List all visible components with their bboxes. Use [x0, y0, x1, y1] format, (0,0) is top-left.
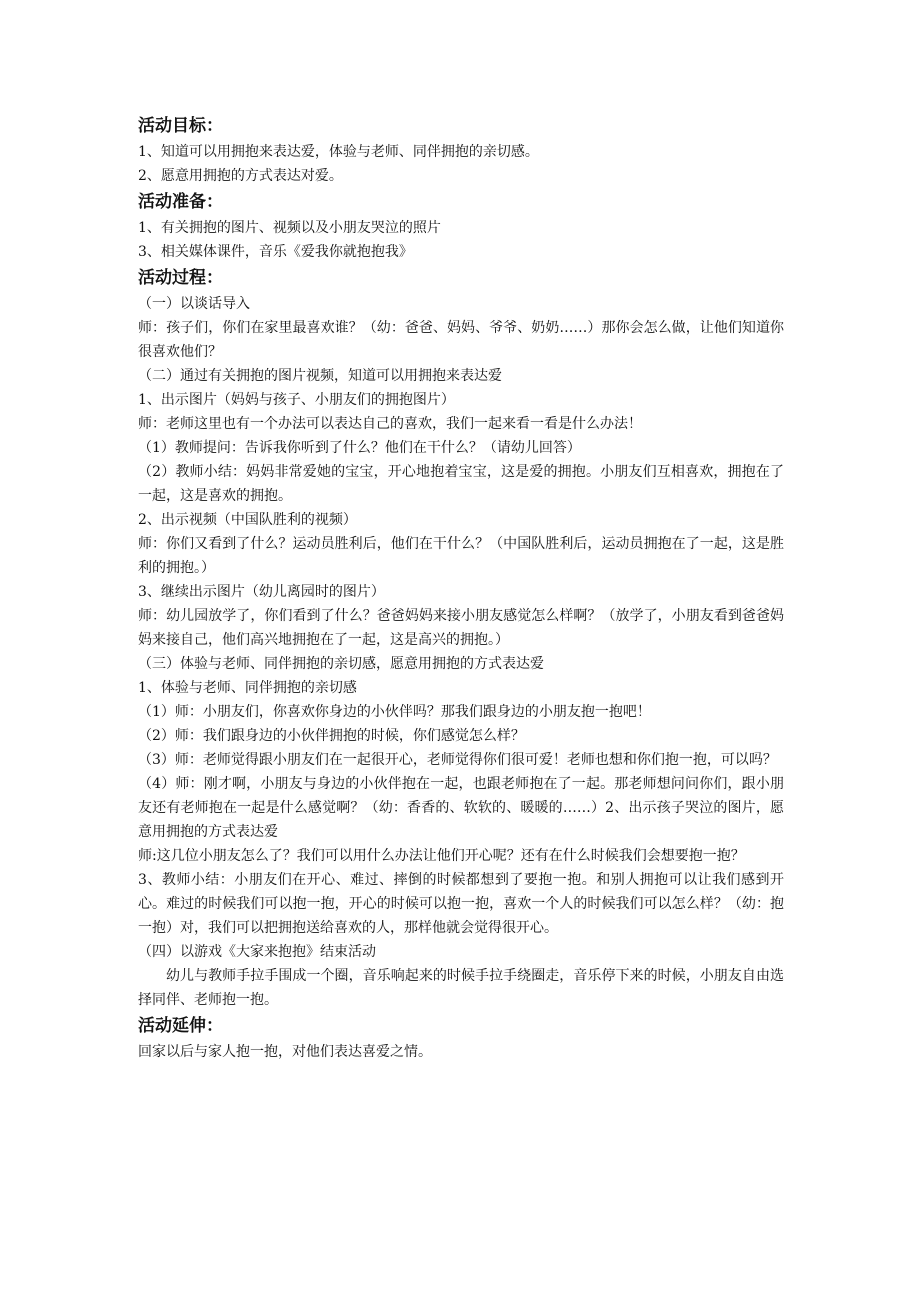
process-paragraph: 师：孩子们，你们在家里最喜欢谁？（幼：爸爸、妈妈、爷爷、奶奶……）那你会怎么做，让他们知道你很喜欢他们？ [138, 320, 784, 360]
process-paragraph: 师：幼儿园放学了，你们看到了什么？爸爸妈妈来接小朋友感觉怎么样啊？（放学了，小朋友看到爸爸妈妈来接自己，他们高兴地拥抱在了一起，这是高兴的拥抱。） [138, 608, 784, 648]
goal-item: 1、知道可以用拥抱来表达爱，体验与老师、同伴拥抱的亲切感。 [138, 144, 539, 160]
process-paragraph: （三）体验与老师、同伴拥抱的亲切感，愿意用拥抱的方式表达爱 [138, 656, 544, 672]
process-paragraph: （2）师：我们跟身边的小伙伴拥抱的时候，你们感觉怎么样？ [138, 728, 525, 744]
document-page [138, 112, 784, 1064]
section-heading-extension: 活动延伸： [138, 1016, 223, 1036]
section-heading-prep: 活动准备： [138, 192, 223, 212]
process-paragraph: （2）教师小结：妈妈非常爱她的宝宝，开心地抱着宝宝，这是爱的拥抱。小朋友们互相喜欢，拥抱在了一起，这是喜欢的拥抱。 [138, 464, 784, 504]
process-paragraph: （4）师：刚才啊，小朋友与身边的小伙伴抱在一起，也跟老师抱在了一起。那老师想问问你们，跟小朋友还有老师抱在一起是什么感觉啊？（幼：香香的、软软的、暖暖的……）2、出示孩子哭泣的图片，愿意用拥抱的方式表达爱 [138, 776, 784, 840]
process-paragraph: 3、教师小结：小朋友们在开心、难过、摔倒的时候都想到了要抱一抱。和别人拥抱可以让我们感到开心。难过的时候我们可以抱一抱，开心的时候可以抱一抱，喜欢一个人的时候我们可以怎么样？（幼：抱一抱）对，我们可以把拥抱送给喜欢的人，那样他就会觉得很开心。 [138, 872, 784, 936]
process-paragraph: （1）教师提问：告诉我你听到了什么？他们在干什么？（请幼儿回答） [138, 440, 581, 456]
extension-text: 回家以后与家人抱一抱，对他们表达喜爱之情。 [138, 1044, 432, 1060]
process-paragraph: 1、体验与老师、同伴拥抱的亲切感 [138, 680, 357, 696]
section-heading-process: 活动过程： [138, 268, 223, 288]
process-paragraph: 师：你们又看到了什么？运动员胜利后，他们在干什么？（中国队胜利后，运动员拥抱在了一起，这是胜利的拥抱。） [138, 536, 784, 576]
process-paragraph: 1、出示图片（妈妈与孩子、小朋友们的拥抱图片） [138, 392, 455, 408]
process-paragraph: 师:这几位小朋友怎么了？我们可以用什么办法让他们开心呢？还有在什么时候我们会想要抱一抱？ [138, 848, 745, 864]
prep-item: 3、相关媒体课件，音乐《爱我你就抱抱我》 [138, 244, 413, 260]
section-heading-goal: 活动目标： [138, 116, 223, 136]
process-closing-paragraph: 幼儿与教师手拉手围成一个圈，音乐响起来的时候手拉手绕圈走，音乐停下来的时候，小朋友自由选择同伴、老师抱一抱。 [138, 968, 784, 1008]
goal-item: 2、愿意用拥抱的方式表达对爱。 [138, 168, 343, 184]
process-paragraph: （二）通过有关拥抱的图片视频，知道可以用拥抱来表达爱 [138, 368, 502, 384]
process-paragraph: （四）以游戏《大家来抱抱》结束活动 [138, 944, 376, 960]
process-paragraph: （3）师：老师觉得跟小朋友们在一起很开心，老师觉得你们很可爱！老师也想和你们抱一抱，可以吗？ [138, 752, 777, 768]
process-paragraph: （一）以谈话导入 [138, 296, 250, 312]
process-paragraph: 师：老师这里也有一个办法可以表达自己的喜欢，我们一起来看一看是什么办法！ [138, 416, 642, 432]
prep-item: 1、有关拥抱的图片、视频以及小朋友哭泣的照片 [138, 220, 441, 236]
process-paragraph: （1）师：小朋友们，你喜欢你身边的小伙伴吗？那我们跟身边的小朋友抱一抱吧！ [138, 704, 651, 720]
process-paragraph: 3、继续出示图片（幼儿离园时的图片） [138, 584, 385, 600]
process-paragraph: 2、出示视频（中国队胜利的视频） [138, 512, 357, 528]
